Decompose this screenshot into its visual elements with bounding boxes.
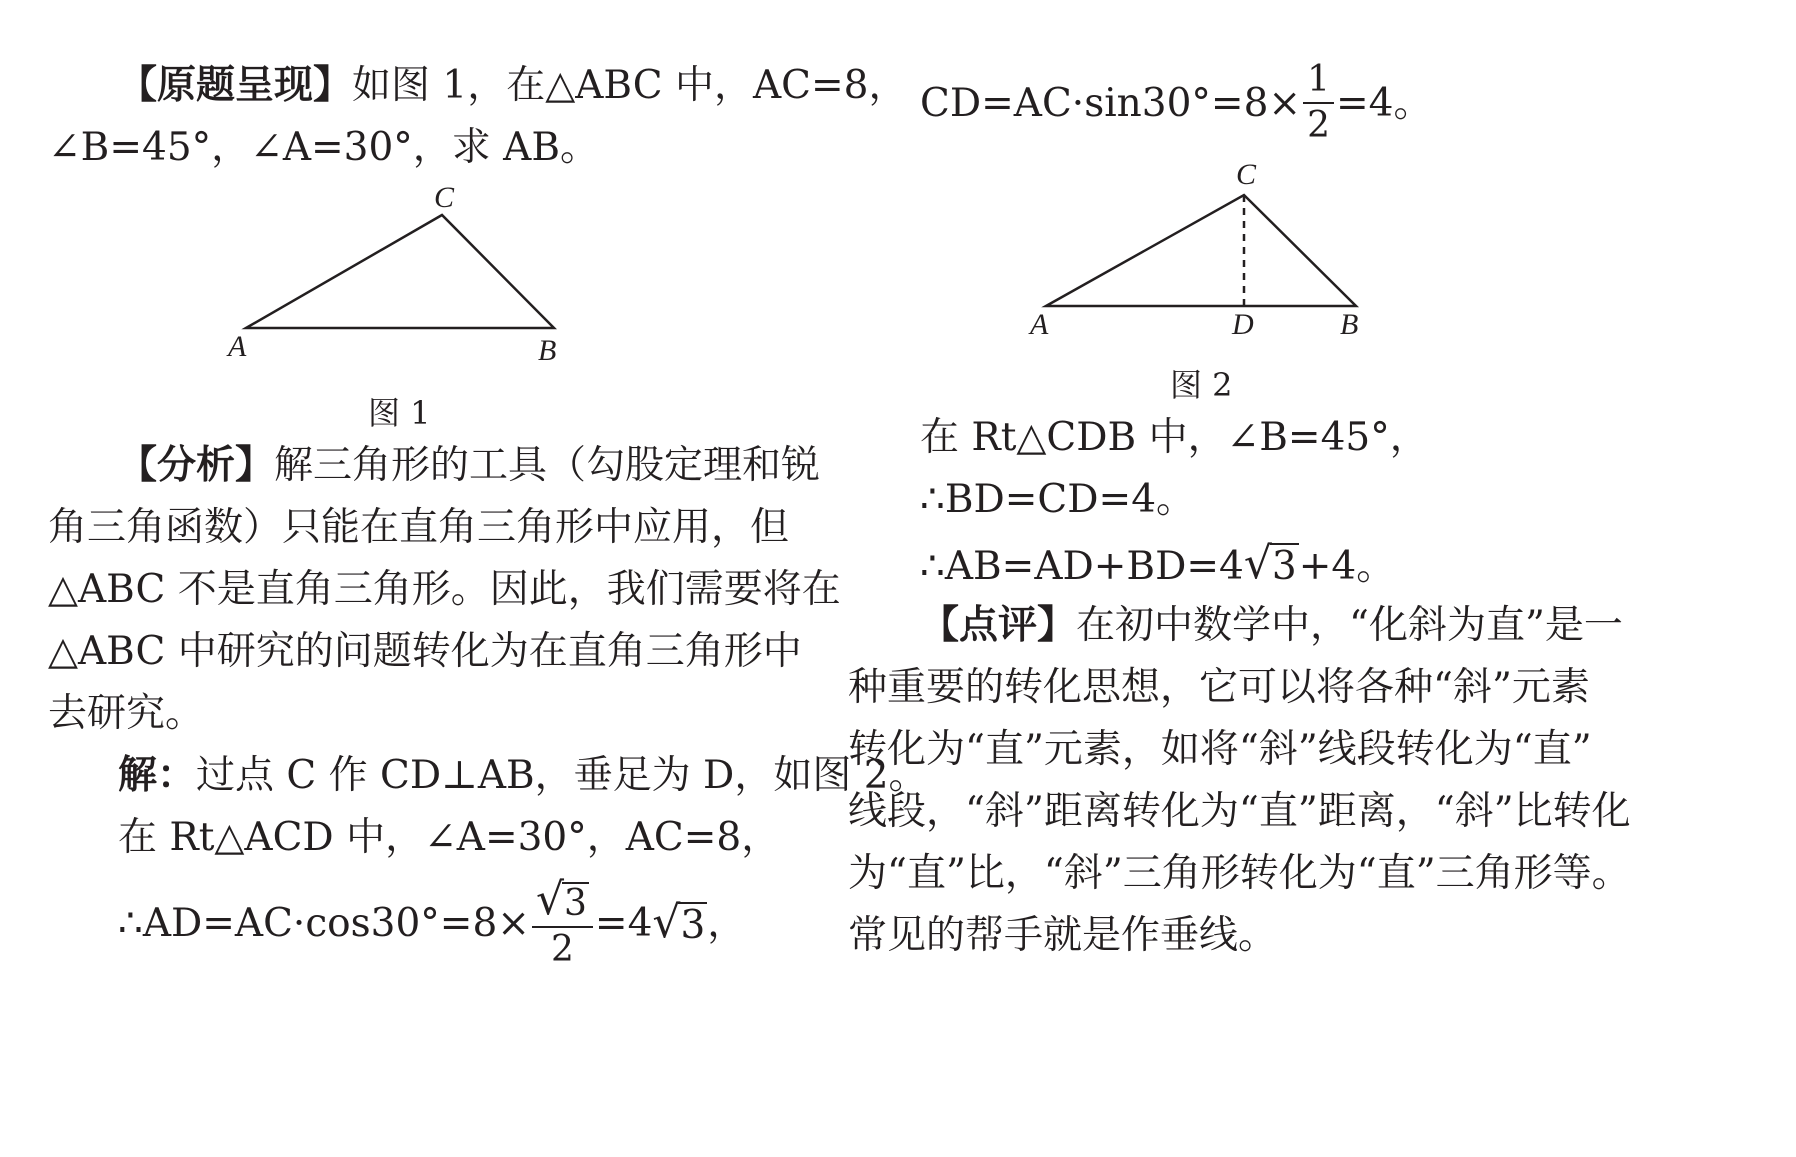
step-line-2: ∴BD=CD=4。 — [920, 477, 1196, 522]
analysis-line-3: △ABC 不是直角三角形。因此，我们需要将在 — [48, 567, 841, 612]
cd-eq-frac-num: 1 — [1303, 62, 1334, 104]
ab-eq-sqrt: √ 3 — [1243, 538, 1297, 589]
solution-line-2: 在 Rt△ACD 中，∠A=30°，AC=8， — [118, 815, 781, 860]
label-a: A — [228, 330, 247, 363]
label-c-2: C — [1236, 158, 1257, 191]
figure-2 — [1020, 155, 1380, 345]
label-b-2: B — [1340, 308, 1359, 341]
label-d-2: D — [1232, 308, 1254, 341]
analysis-line-5: 去研究。 — [48, 691, 205, 736]
ad-eq-fraction: √ 3 2 — [532, 878, 593, 968]
ad-eq-end: ， — [707, 900, 747, 946]
analysis-text-1: 解三角形的工具（勾股定理和锐 — [274, 443, 821, 488]
problem-line-2: ∠B=45°，∠A=30°，求 AB。 — [48, 125, 600, 170]
cd-eq-suffix: =4。 — [1336, 80, 1433, 126]
problem-text-1: 如图 1，在△ABC 中，AC=8， — [352, 63, 908, 108]
figure-2-caption: 图 2 — [1170, 366, 1233, 404]
ad-eq-prefix: ∴AD=AC·cos30°=8× — [118, 900, 530, 946]
triangle-abc-2 — [1046, 195, 1356, 306]
step-line-3 — [920, 538, 1396, 589]
step-line-1: 在 Rt△CDB 中，∠B=45°， — [920, 415, 1429, 460]
ad-equation — [118, 874, 747, 970]
label-b: B — [538, 334, 557, 367]
ad-eq-frac-num: 3 — [564, 883, 587, 924]
solution-text-1: 过点 C 作 CD⊥AB，垂足为 D，如图 2。 — [196, 753, 928, 798]
ab-eq-prefix: ∴AB=AD+BD=4 — [920, 544, 1244, 589]
comment-tag: 【点评】 — [920, 603, 1077, 648]
ab-eq-suffix: +4。 — [1298, 544, 1396, 589]
solution-line-1 — [118, 753, 928, 798]
comment-line-5: 为“直”比，“斜”三角形转化为“直”三角形等。 — [848, 851, 1631, 896]
ad-eq-sqrt: √ 3 — [652, 897, 706, 948]
comment-line-4: 线段，“斜”距离转化为“直”距离，“斜”比转化 — [848, 789, 1631, 834]
figure-1-caption: 图 1 — [368, 394, 431, 432]
analysis-line-2: 角三角函数）只能在直角三角形中应用，但 — [48, 505, 790, 550]
cd-eq-frac-den: 2 — [1307, 105, 1330, 146]
triangle-abc — [246, 215, 554, 328]
solution-tag: 解： — [118, 753, 197, 798]
label-c: C — [434, 181, 455, 214]
cd-equation — [920, 59, 1433, 146]
ad-eq-frac-den: 2 — [550, 929, 574, 970]
comment-line-6: 常见的帮手就是作垂线。 — [848, 913, 1278, 958]
analysis-line-1 — [118, 443, 821, 488]
comment-line-2: 种重要的转化思想，它可以将各种“斜”元素 — [848, 665, 1590, 710]
cd-eq-prefix: CD=AC·sin30°=8× — [920, 80, 1302, 126]
ad-eq-mid: =4 — [594, 900, 653, 946]
comment-line-3: 转化为“直”元素，如将“斜”线段转化为“直” — [848, 727, 1592, 772]
problem-tag: 【原题呈现】 — [118, 63, 353, 108]
figure-1 — [220, 178, 600, 378]
problem-line-1 — [118, 63, 908, 108]
comment-line-1 — [920, 603, 1623, 648]
comment-text-1: 在初中数学中，“化斜为直”是一 — [1076, 603, 1623, 648]
analysis-line-4: △ABC 中研究的问题转化为在直角三角形中 — [48, 629, 802, 674]
label-a-2: A — [1030, 308, 1049, 341]
cd-eq-fraction — [1303, 59, 1334, 146]
analysis-tag: 【分析】 — [118, 443, 275, 488]
